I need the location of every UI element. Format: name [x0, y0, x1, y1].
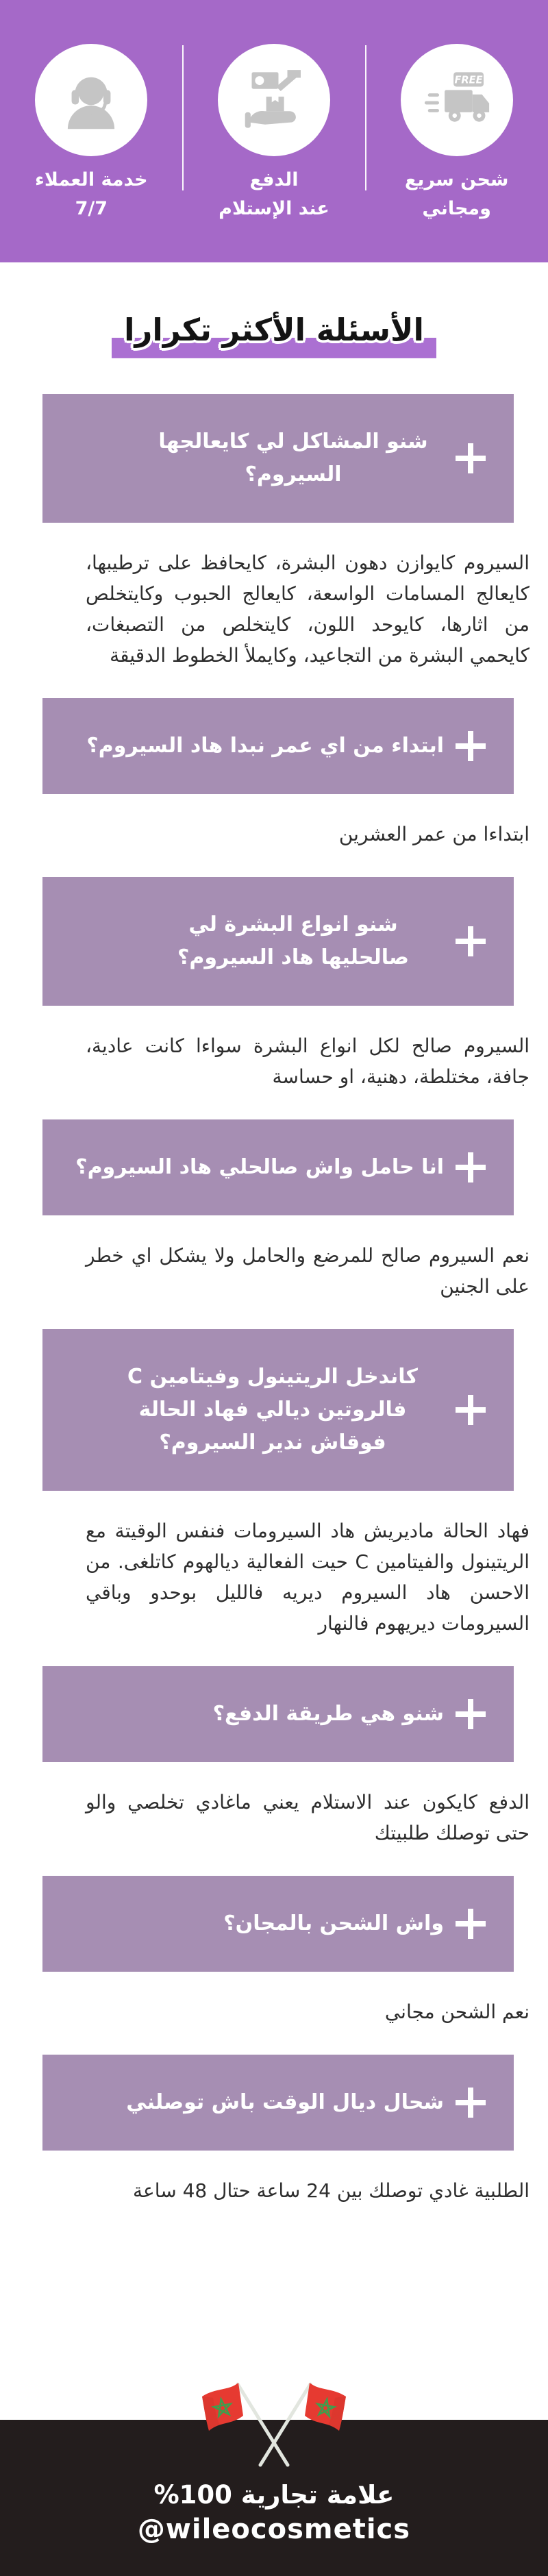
faq-answer-3: السيروم صالح لكل انواع البشرة سواءا كانت عادية، جافة، مختلطة، دهنية، او حساسة [86, 1035, 530, 1088]
faq-answer-8: الطلبية غادي توصلك بين 24 ساعة حتال 48 ساعة [132, 2179, 530, 2202]
faq-answer-6: الدفع كايكون عند الاستلام يعني ماغادي تخلصي والو حتى توصلك طلبيتك [86, 1791, 530, 1844]
faq-answer-5: فهاد الحالة ماديريش هاد السيرومات فنفس الوقيتة مع الريتينول والفيتامين C حيت الفعالية ديالهوم كاتلغى. من الاحسن هاد السيروم ديريه فالليل بوحدو وباقي السيرومات ديريهوم فالنهار [86, 1520, 530, 1635]
cash-on-delivery-label: الدفع عند الإستلام [219, 169, 329, 219]
faq-question-bar-6[interactable] [42, 1666, 514, 1762]
faq-answer-1: السيروم كايوازن دهون البشرة، كايحافظ على ترطيبها، كايعالج المسامات الواسعة، كايعالج الحبوب وكايتخلص من اثارها، كايوحد اللون، كايتخلص من التصبغات، كايحمي البشرة من التجاعيد، وكايملأ الخطوط الدقيقة [86, 552, 530, 667]
crossed-moroccan-flags-icon [182, 2377, 366, 2468]
faq-question-4: انا حامل واش صالحلي هاد السيروم؟ [75, 1155, 444, 1179]
faq-answer-7: نعم الشحن مجاني [384, 2001, 530, 2023]
faq-question-2: ابتداء من اي عمر نبدا هاد السيروم؟ [86, 734, 444, 758]
title-section [0, 262, 548, 358]
faq-question-8: شحال ديال الوقت باش توصلني [126, 2090, 444, 2114]
top-benefits-banner [0, 0, 548, 262]
cash-on-delivery-icon [238, 64, 310, 136]
banner-divider [365, 45, 366, 190]
customer-support-label: خدمة العملاء 7/7 [35, 169, 148, 219]
free-shipping-truck-icon [421, 64, 493, 136]
cash-on-delivery-circle [218, 44, 330, 156]
plus-icon [456, 443, 486, 473]
plus-icon [456, 926, 486, 956]
faq-question-bar-1[interactable] [42, 394, 514, 523]
faq-answer-2: ابتداءا من عمر العشرين [338, 823, 530, 845]
banner-divider [182, 45, 184, 190]
faq-question-5: كاندخل الريتينول وفيتامين C فالروتين ديالي فهاد الحالة فوقاش ندير السيروم؟ [127, 1365, 418, 1454]
plus-icon [456, 1395, 486, 1425]
faq-question-3: شنو انواع البشرة لي صالحليها هاد السيروم؟ [177, 913, 410, 969]
benefits-row [0, 0, 548, 223]
faq-answer-4: نعم السيروم صالح للمرضع والحامل ولا يشكل اي خطر على الجنين [86, 1244, 530, 1298]
faq-question-7: واش الشحن بالمجان؟ [223, 1911, 444, 1935]
plus-icon [456, 1699, 486, 1729]
feature-cash-on-delivery [183, 44, 366, 223]
faq-question-bar-3[interactable] [42, 877, 514, 1006]
brand-claim: علامة تجارية 100% [153, 2480, 395, 2510]
faq-question-bar-5[interactable] [42, 1329, 514, 1491]
feature-free-shipping [365, 44, 548, 223]
customer-support-circle [35, 44, 147, 156]
faq-question-6: شنو هي طريقة الدفع؟ [212, 1702, 444, 1726]
faq-question-bar-2[interactable] [42, 698, 514, 794]
plus-icon [456, 1909, 486, 1939]
plus-icon [456, 731, 486, 761]
footer-text [0, 2479, 548, 2547]
faq-question-bar-7[interactable] [42, 1876, 514, 1972]
instagram-handle[interactable]: @wileocosmetics [137, 2514, 411, 2545]
faq-question-bar-8[interactable] [42, 2055, 514, 2151]
faq-question-bar-4[interactable] [42, 1119, 514, 1215]
free-shipping-circle [401, 44, 513, 156]
plus-icon [456, 2088, 486, 2118]
feature-customer-support [0, 44, 183, 223]
free-shipping-label: شحن سريع ومجاني [404, 169, 509, 219]
customer-support-icon [55, 64, 127, 136]
page-title: الأسئلة الأكثر تكرارا [112, 312, 436, 358]
plus-icon [456, 1152, 486, 1182]
free-badge-text: FREE [454, 74, 483, 86]
faq-question-1: شنو المشاكل لي كايعالجها السيروم؟ [158, 430, 428, 486]
